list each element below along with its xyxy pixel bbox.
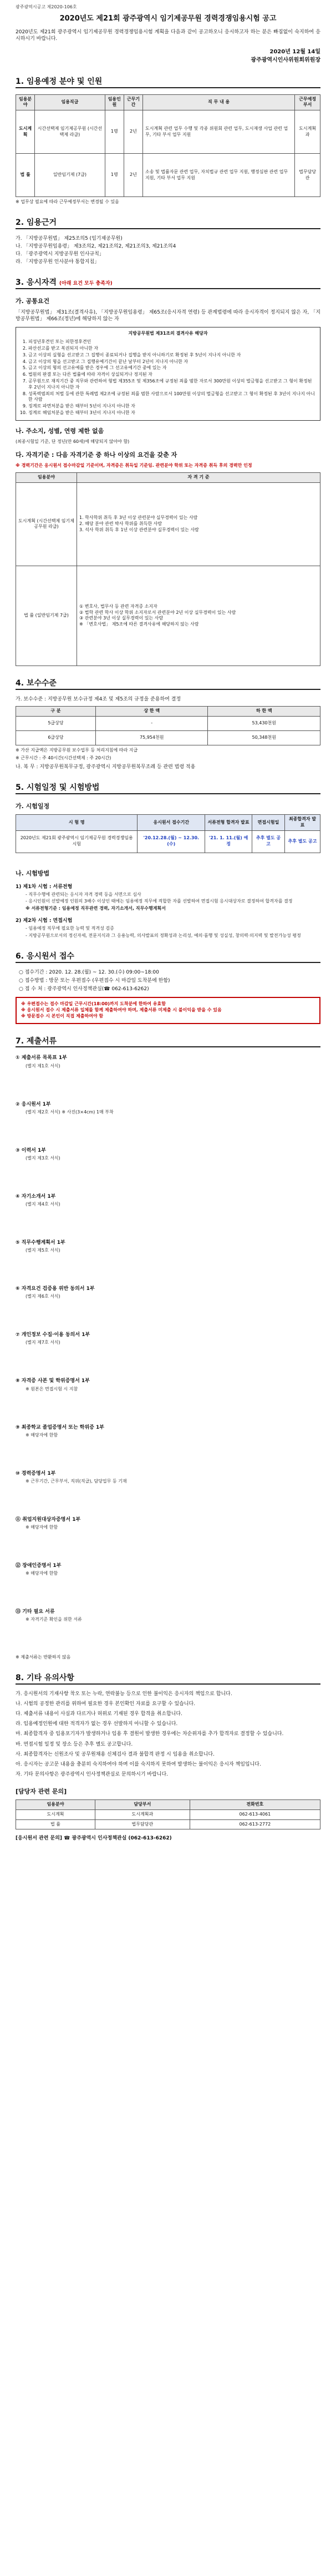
table-row [16,1809,320,1819]
col-header: 응시원서 접수기간 [138,815,205,831]
contact-table [16,1799,320,1829]
table-row [16,110,320,154]
document-desc: ※ 해당자에 한함 [26,1432,58,1438]
warning-line: ※ 방문접수 시 본인이 직접 제출하여야 함 [21,1013,104,1019]
cell-lower: 50,348천원 [208,730,320,745]
document-item: ⑦ 개인정보 수집·이용 동의서 1부 [16,1332,90,1338]
document-desc: (별지 제3호 서식) [26,1155,60,1161]
list-item: 가. 「지방공무원법」 제25조의5 (임기제공무원) [16,235,123,241]
method-desc: - 응시인원이 선발예정 인원의 3배수 이상인 때에는 임용예정 직무에 적합한 자를 선발하여 면접시험 응시대상자로 결정하여 합격자를 결정 [26,899,293,904]
documents-list [16,1055,320,1649]
document-desc: ※ 자격기준 확인을 위한 서류 [26,1617,82,1622]
section-3-title: 3. 응시자격 (아래 요건 모두 충족자) [16,278,320,291]
list-item: 7. 공무원으로 재직기간 중 직무와 관련하여 형법 제355조 및 제356조에 규정된 죄를 범한 자로서 300만원 이상의 벌금형을 선고받고 그 형이 확정된 후 2년이 지나지 아니한 자 [28,379,315,391]
cell-field: 도시계획 (시간선택제 임기제공무원 라급) [16,482,77,566]
document-desc: ※ 해당자에 한함 [26,1571,58,1576]
document-desc: ※ 근무기간, 근무부서, 직위(직급), 담당업무 등 기재 [26,1478,127,1484]
cell-phone: 062-613-4061 [190,1809,320,1819]
cell-name: 2020년도 제21회 광주광역시 임기제공무원 경력경쟁임용시험 [16,830,138,853]
no-restriction-note: (최종시험일 기준, 단 정년(만 60세)에 해당되지 않아야 함) [16,438,130,444]
document-item: ⑫ 장애인증명서 1부 [16,1562,62,1569]
precaution-item: 가. 응시원서의 기재사항 착오 또는 누락, 연락불능 등으로 인한 불이익은 응시자의 책임으로 합니다. [16,1691,232,1697]
cell-count: 1명 [105,154,124,197]
precaution-item: 다. 제출서류 내용이 사실과 다르거나 허위로 기재된 경우 합격을 취소합니다. [16,1711,182,1717]
list-item: 나. 「지방공무원임용령」 제3조의2, 제21조의2, 제21조의3, 제21조의4 [16,243,176,249]
cell-duties: 도시계획 관련 업무 수행 및 각종 위원회 관련 업무, 도시재생 사업 관련 업무, 기타 부서 업무 지원 [143,110,295,154]
cell-criteria: 1. 학사학위 취득 후 3년 이상 관련분야 실무경력이 있는 사람 2. 해당 분야 관련 박사 학위를 취득한 사람 3. 석사 학위 취득 후 1년 이상 관련분야 실무경력이 있는 사람 [77,482,320,566]
col-header: 임용직급 [35,94,105,110]
document-item: ⑨ 최종학교 졸업증명서 또는 학위증 1부 [16,1424,104,1430]
col-header: 담당부서 [95,1800,190,1810]
cell-phone: 062-613-2772 [190,1819,320,1829]
section-7-title: 7. 제출서류 [16,1036,320,1050]
qualification-table [16,472,320,666]
warning-line: ※ 응시원서 접수 시 제출서류 일체를 함께 제출하여야 하며, 제출서류 미제출 시 불이익을 받을 수 있음 [21,1007,222,1012]
col-header: 근무기간 [124,94,142,110]
table-row [16,830,320,853]
col-header: 임용분야 [16,1800,95,1810]
table-row [16,716,320,730]
method-desc: - 직무수행에 관련되는 응시자 자격 경력 등을 서면으로 심사 [26,891,141,897]
salary-table [16,706,320,745]
no-restriction-title: 나. 주소지, 성별, 연령 제한 없음 [16,427,104,435]
col-header: 임용분야 [16,94,35,110]
method-desc: - 임용예정 직무에 필요한 능력 및 적격성 검증 [26,926,114,931]
inquiry-footer: [응시원서 관련 문의] ☎ 광주광역시 인사정책관실 (062-613-6262) [16,1836,172,1842]
cell-dept: 도시계획과 [295,110,320,154]
document-desc: ※ 해당자에 한함 [26,1524,58,1530]
application-item: ○ 접수기간 : 2020. 12. 28.(월) ~ 12. 30.(수) 09:00~18:00 [19,969,159,975]
col-header: 구 분 [16,706,96,716]
section-2-title: 2. 임용근거 [16,218,320,231]
col-header: 서류전형 합격자 발표 [205,815,252,831]
qualification-title: 다. 자격기준 : 다음 자격기준 중 하나 이상의 요건을 갖춘 자 [16,451,177,459]
document-desc: (별지 제5호 서식) [26,1248,60,1253]
document-desc: ※ 원본은 면접시험 시 지참 [26,1386,78,1392]
col-header: 하 한 액 [208,706,320,716]
common-requirements-title: 가. 공통요건 [16,298,50,305]
document-item: ① 제출서류 목록표 1부 [16,1055,67,1061]
disqualification-title: 지방공무원법 제31조의 결격사유 해당자 [128,331,208,336]
legal-basis-list [16,235,320,266]
list-item: 라. 「지방공무원 인사분야 통합지침」 [16,259,100,265]
precaution-item: 라. 임용예정인원에 대한 적격자가 없는 경우 선발하지 아니할 수 있습니다. [16,1721,178,1727]
cell-count: 1명 [105,110,124,154]
col-header: 최종합격자 발표 [285,815,320,831]
cell-apply: '20.12.28.(월) ~ 12.30.(수) [138,830,205,853]
notice-issuer: 광주광역시인사위원회위원장 [251,57,320,64]
precaution-item: 마. 최종합격자 중 임용포기자가 발생하거나 임용 후 결원이 발생한 경우에는 차순위자를 추가 합격자로 결정할 수 있습니다. [16,1731,284,1737]
table-row [16,154,320,197]
cell-doc: '21. 1. 11.(월) 예정 [205,830,252,853]
cell-interview: 추후 별도 공고 [252,830,284,853]
cell-type: 6급상당 [16,730,96,745]
document-title: 2020년도 제21회 광주광역시 임기제공무원 경력경쟁임용시험 공고 [59,14,277,23]
precaution-item: 자. 기타 문의사항은 광주광역시 인사정책관실로 문의하시기 바랍니다. [16,1772,169,1778]
disqualification-box [16,327,320,420]
notice-date: 2020년 12월 14일 [269,48,320,55]
application-item: ○ 접 수 처 : 광주광역시 인사정책관실(☎ 062-613-6262) [19,986,149,992]
table-row [16,566,320,666]
document-desc: (별지 제4호 서식) [26,1201,60,1207]
section-1-title: 1. 임용예정 분야 및 인원 [16,77,320,90]
warning-line: ※ 우편접수는 접수 마감일 근무시간(18:00)까지 도착분에 한하여 유효함 [21,1001,166,1007]
cell-period: 2년 [124,154,142,197]
cell-type: 5급상당 [16,716,96,730]
position-table [16,94,320,198]
service-text: 나. 복 무 : 지방공무원복무규정, 광주광역시 지방공무원복무조례 등 관련 법령 적용 [16,764,196,770]
document-item: ⑧ 자격증 사본 및 학위증명서 1부 [16,1378,90,1384]
section-6-title: 6. 응시원서 접수 [16,951,320,965]
document-desc: (별지 제7호 서식) [26,1340,60,1345]
cell-upper: 75,954천원 [95,730,208,745]
salary-text: 가. 보수수준 : 지방공무원 보수규정 제4조 및 제5조의 규정을 준용하여 결정 [16,696,181,702]
cell-field: 법 률 [16,1819,95,1829]
method-item: 1) 제1차 시험 : 서류전형 [16,884,73,890]
col-header: 임용분야 [16,473,77,483]
document-item: ⑤ 직무수행계획서 1부 [16,1239,65,1246]
document-item: ③ 이력서 1부 [16,1147,46,1153]
cell-rank: 일반임기제 (7급) [35,154,105,197]
notice-number: 광주광역시공고 제2020-106호 [16,4,77,9]
precaution-item: 나. 시험의 공정한 관리를 위하여 필요한 경우 본인확인 자료를 요구할 수 있습니다. [16,1701,196,1707]
application-item: ○ 접수방법 : 방문 또는 우편접수 (우편접수 시 마감일 도착분에 한함) [19,977,170,984]
qualification-warning: ※ 경력기간은 응시원서 접수마감일 기준이며, 자격증은 취득일 기준임. 관련분야 학위 또는 자격증 취득 후의 경력만 인정 [16,463,252,468]
list-item: 10. 징계로 해임처분을 받은 때부터 3년이 지나지 아니한 자 [28,410,315,416]
schedule-table [16,814,320,853]
col-header: 전화번호 [190,1800,320,1810]
method-title: 나. 시험방법 [16,869,50,877]
list-item: 6. 법원의 판결 또는 다른 법률에 따라 자격이 상실되거나 정지된 자 [28,372,315,378]
col-header: 직 무 내 용 [143,94,295,110]
cell-period: 2년 [124,110,142,154]
col-header: 근무예정부서 [295,94,320,110]
table-row [16,1819,320,1829]
col-header: 상 한 액 [95,706,208,716]
list-item: 9. 징계로 파면처분을 받은 때부터 5년이 지나지 아니한 자 [28,404,315,410]
cell-field: 도시계획 [16,1809,95,1819]
method-desc: ※ 서류전형기준 : 임용예정 직무관련 경력, 자기소개서, 직무수행계획서 [26,906,166,911]
list-item: 4. 금고 이상의 형을 선고받고 그 집행유예기간이 끝난 날부터 2년이 지나지 아니한 자 [28,359,315,365]
precaution-item: 바. 면접시험 일정 및 장소 등은 추후 별도 공고합니다. [16,1741,133,1747]
document-item: ⑪ 취업지원대상자증명서 1부 [16,1516,81,1523]
document-item: ⑥ 자격요건 검증용 위반 동의서 1부 [16,1286,95,1292]
cell-final: 추후 별도 공고 [285,830,320,853]
cell-dept: 법무담당관 [295,154,320,197]
precautions-list [16,1691,320,1778]
document-item: ⑩ 경력증명서 1부 [16,1470,56,1476]
list-item: 3. 금고 이상의 실형을 선고받고 그 집행이 종료되거나 집행을 받지 아니하기로 확정된 후 5년이 지나지 아니한 자 [28,352,315,359]
cell-rank: 시간선택제 임기제공무원 (시간선택제 라급) [35,110,105,154]
cell-field: 도시계획 [16,110,35,154]
intro-paragraph: 2020년도 제21회 광주광역시 임기제공무원 경력경쟁임용시험 계획을 다음과 같이 공고하오니 응시하고자 하는 분은 빠짐없이 숙지하여 응시하시기 바랍니다. [16,29,320,42]
document-desc: (별지 제1호 서식) [26,1063,60,1068]
salary-note: ※ 근무시간 : 주 40시간(시간선택제 : 주 20시간) [16,755,111,761]
col-header: 임용인원 [105,94,124,110]
application-warning-box [16,997,320,1024]
section-8-title: 8. 기타 유의사항 [16,1673,320,1686]
schedule-title: 가. 시험일정 [16,803,50,810]
cell-dept: 법무담당관 [95,1819,190,1829]
precaution-item: 사. 최종합격자는 신원조사 및 공무원채용 신체검사 결과 불합격 판정 시 임용을 취소합니다. [16,1751,215,1757]
cell-duties: 소송 및 법률자문 관련 업무, 자치법규 관련 업무 지원, 행정심판 관련 업무 지원, 기타 부서 업무 지원 [143,154,295,197]
col-header: 시 험 명 [16,815,138,831]
cell-criteria: ① 변호사, 법무사 등 관련 자격증 소지자 ② 법학 관련 학사 이상 학위 소지자로서 관련분야 2년 이상 실무경력이 있는 사람 ③ 관련분야 3년 이상 실무경력이 있는 사람 ※ 「변호사법」 제5조에 따른 결격사유에 해당하지 않는 사람 [77,566,320,666]
precaution-item: 아. 응시자는 공고문 내용을 충분히 숙지하여야 하며 이를 숙지하지 못하여 발생하는 불이익은 응시자 책임입니다. [16,1761,261,1767]
list-item: 8. 성폭력범죄의 처벌 등에 관한 특례법 제2조에 규정된 죄를 범한 사람으로서 100만원 이상의 벌금형을 선고받고 그 형이 확정된 후 3년이 지나지 아니한 사람 [28,391,315,404]
document-item: ② 응시원서 1부 [16,1101,51,1107]
method-desc: - 지방공무원으로서의 정신자세, 전문지식과 그 응용능력, 의사발표의 정확성과 논리성, 예의·품행 및 성실성, 창의력·의지력 및 발전가능성 평정 [26,933,301,939]
cell-upper: - [95,716,208,730]
list-item: 1. 피성년후견인 또는 피한정후견인 [28,339,315,345]
cell-field: 법 률 (일반임기제 7급) [16,566,77,666]
section-4-title: 4. 보수수준 [16,678,320,692]
document-desc: (별지 제6호 서식) [26,1294,60,1299]
contact-title: [담당자 관련 문의] [16,1788,67,1796]
document-desc: (별지 제2호 서식) ※ 사진(3×4cm) 1매 부착 [26,1109,114,1115]
list-item: 5. 금고 이상의 형의 선고유예를 받은 경우에 그 선고유예기간 중에 있는 자 [28,365,315,371]
table-row [16,730,320,745]
list-item: 2. 파산선고를 받고 복권되지 아니한 자 [28,346,315,352]
method-item: 2) 제2차 시험 : 면접시험 [16,918,73,924]
list-item: 다. 「광주광역시 지방공무원 인사규칙」 [16,251,104,258]
cell-dept: 도시계획과 [95,1809,190,1819]
salary-note: ※ 가산 지급액은 지방공무원 보수업무 등 처리지침에 따라 지급 [16,747,138,753]
cell-field: 법 률 [16,154,35,197]
document-item: ④ 자기소개서 1부 [16,1193,56,1199]
section-1-note: ※ 업무상 필요에 따라 근무예정부서는 변경될 수 있음 [16,199,119,205]
document-item: ⑬ 기타 필요 서류 [16,1609,55,1615]
documents-note: ※ 제출서류는 반환하지 않음 [16,1655,71,1660]
col-header: 면접시험일 [252,815,284,831]
col-header: 자 격 기 준 [77,473,320,483]
common-requirements-text: 「지방공무원법」 제31조(결격사유), 「지방공무원임용령」 제65조(응시자격 연령) 등 관계법령에 따라 응시자격이 정지되지 않은 자, 「지방공무원법」 제66조(정년)에 해당하지 않는 자 [16,310,320,322]
cell-lower: 53,430천원 [208,716,320,730]
section-5-title: 5. 시험일정 및 시험방법 [16,783,320,796]
table-row [16,482,320,566]
